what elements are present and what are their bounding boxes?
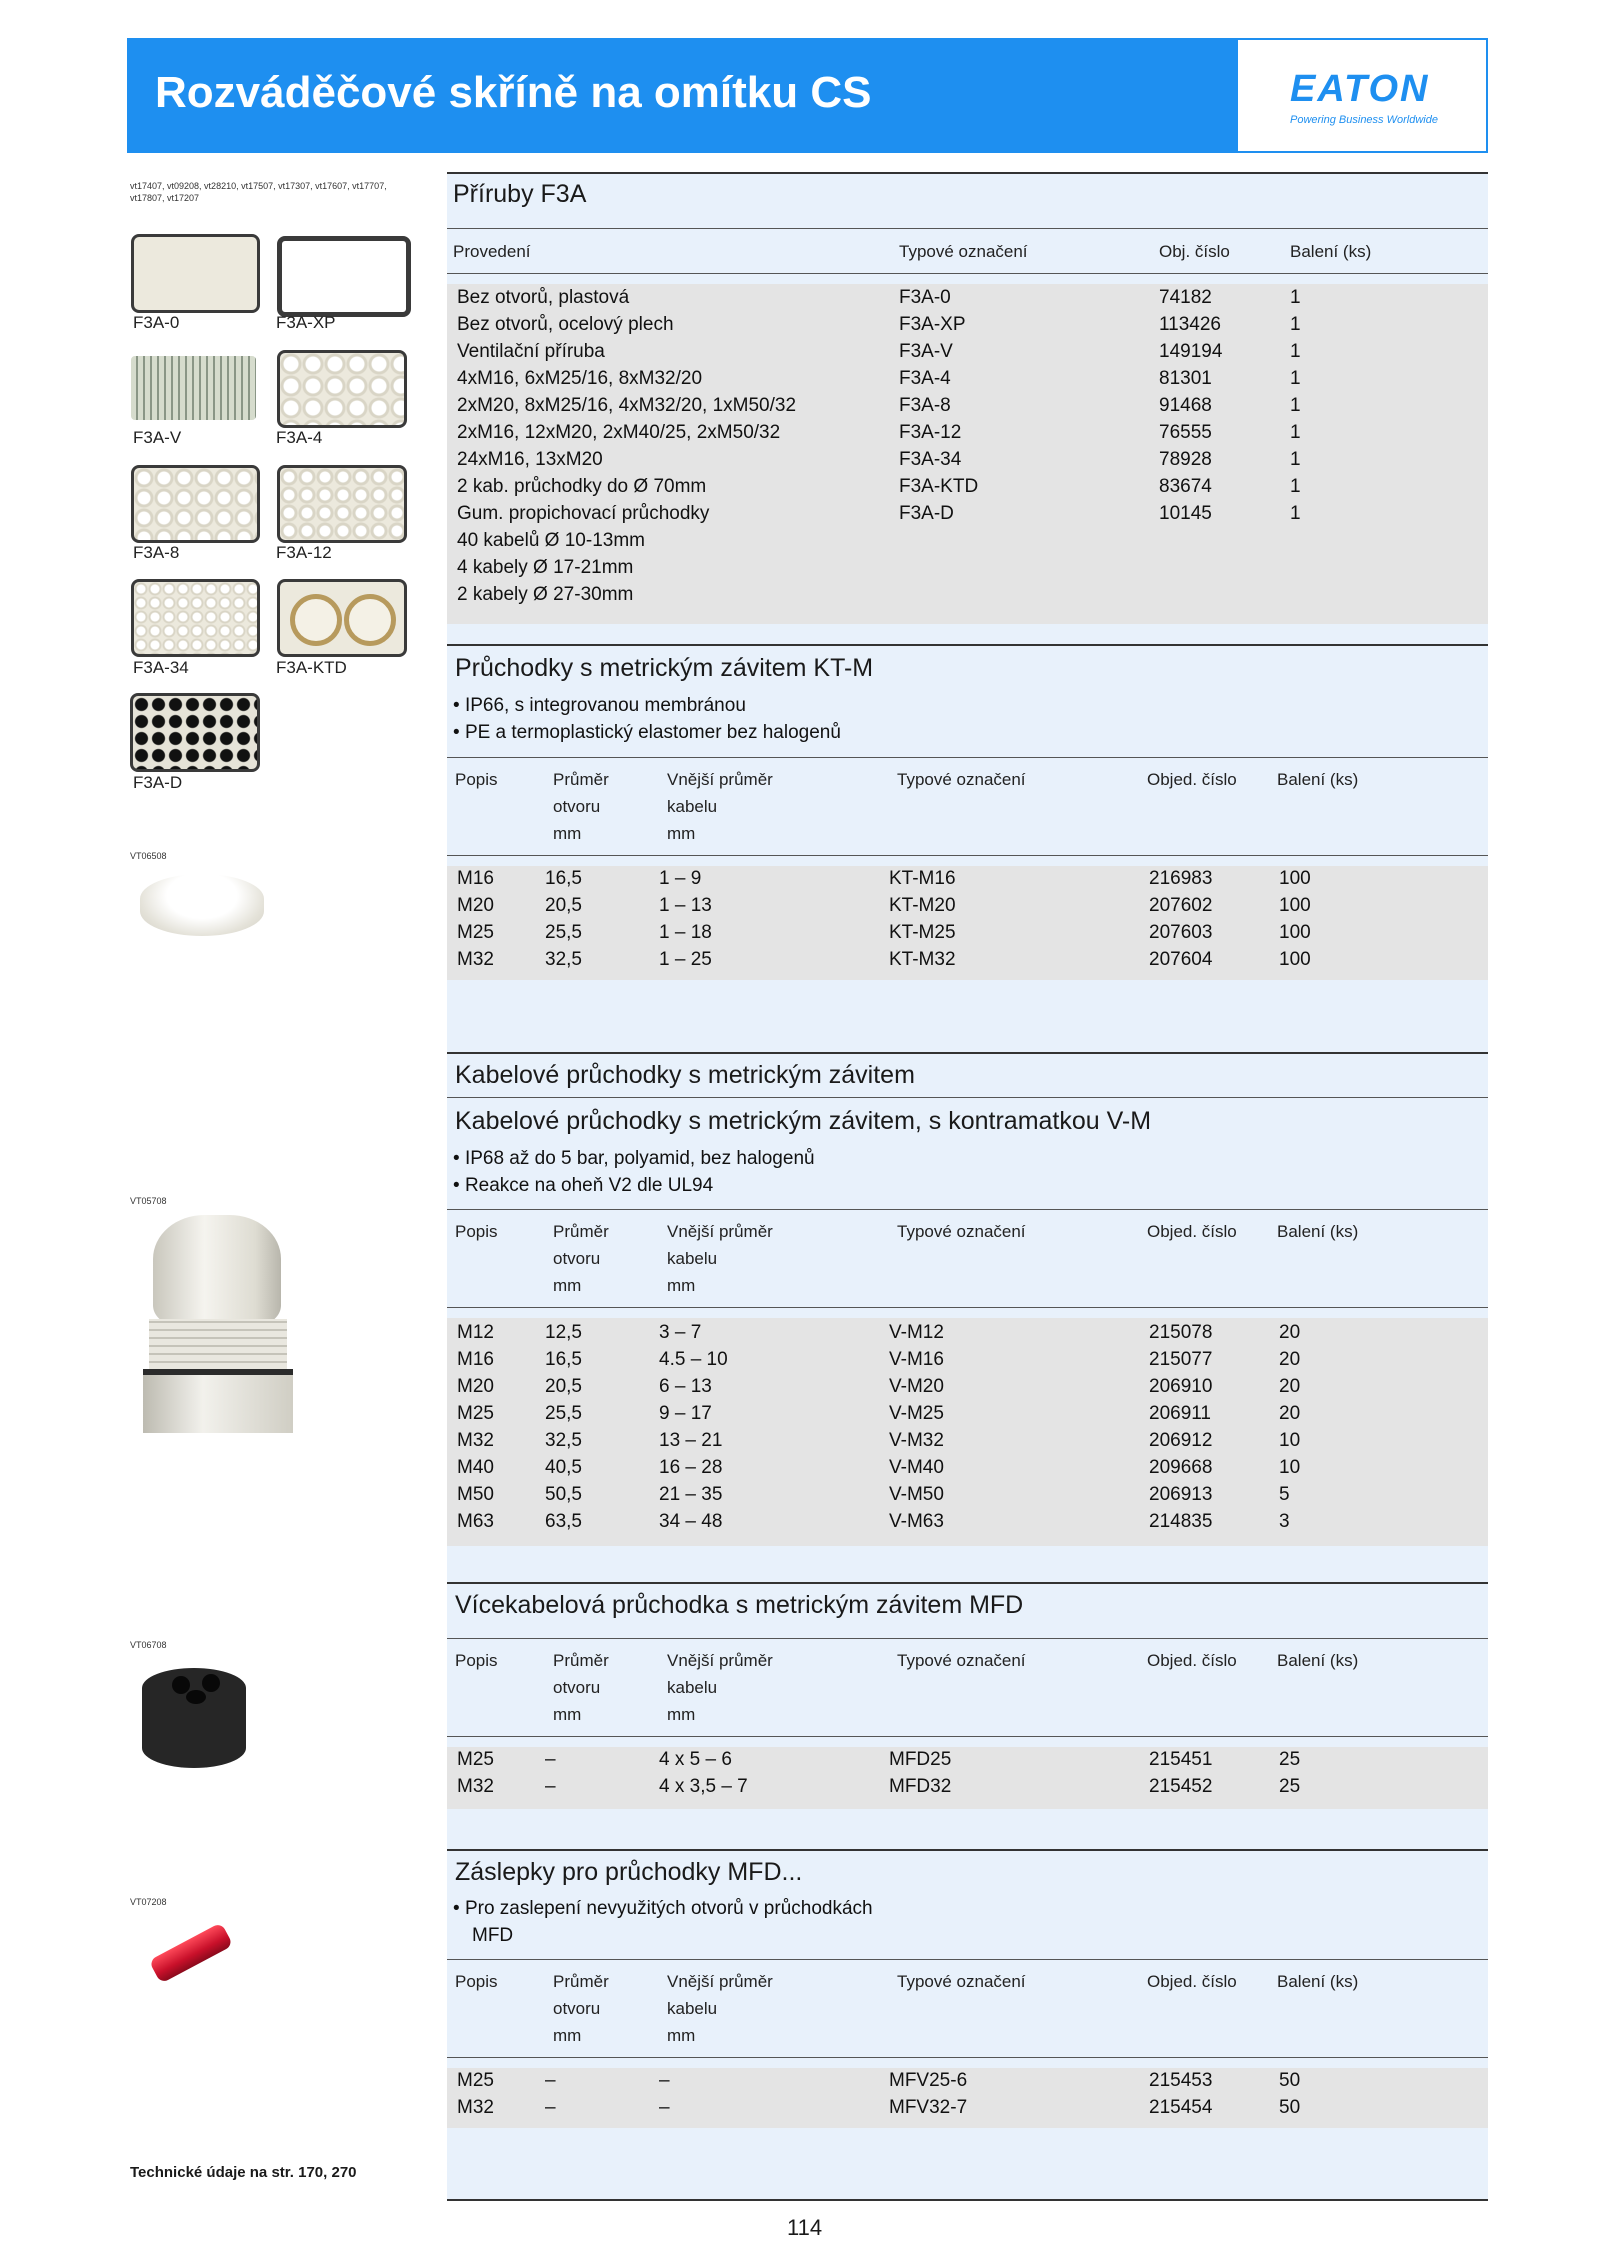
table-cell: 50,5 — [545, 1484, 582, 1505]
col-header: Vnější průměr — [667, 1651, 773, 1670]
table-cell: 100 — [1279, 922, 1311, 943]
col-header: Balení (ks) — [1277, 1222, 1359, 1241]
table-cell: 207603 — [1149, 922, 1213, 943]
image-codes: vt17407, vt09208, vt28210, vt17507, vt17307, vt17607, vt17707, vt17807, vt17207 — [130, 181, 387, 203]
section-subtitle: Kabelové průchodky s metrickým závitem, s kontramatkou V-M — [455, 1107, 1152, 1135]
table-cell: 1 — [1290, 503, 1301, 524]
table-cell: 16,5 — [545, 868, 582, 889]
table-cell: 215451 — [1149, 1749, 1213, 1770]
table-cell: 20 — [1279, 1322, 1301, 1343]
table-cell: 2xM16, 12xM20, 2xM40/25, 2xM50/32 — [457, 422, 781, 443]
table-cell: – — [545, 2070, 556, 2091]
table-cell: V-M16 — [889, 1349, 944, 1370]
table-cell: 32,5 — [545, 1430, 582, 1451]
v-gland-image — [143, 1215, 293, 1427]
table-cell: F3A-0 — [899, 287, 951, 308]
col-header: Balení (ks) — [1290, 242, 1372, 261]
col-header: kabelu — [667, 797, 718, 816]
table-body — [447, 1747, 1488, 1809]
col-header: Objed. číslo — [1147, 1222, 1237, 1241]
table-cell: M25 — [457, 922, 494, 943]
table-cell: M25 — [457, 1749, 494, 1770]
table-cell: Gum. propichovací průchodky — [457, 503, 710, 524]
gland-icon — [344, 594, 396, 646]
table-cell: 10 — [1279, 1430, 1301, 1451]
divider — [447, 1209, 1488, 1210]
table-cell: M32 — [457, 949, 494, 970]
col-header: Provedení — [453, 242, 531, 261]
col-header: otvoru — [553, 1249, 601, 1268]
table-cell: M32 — [457, 2097, 494, 2118]
col-header: Průměr — [553, 1222, 609, 1241]
col-header: Typové označení — [899, 242, 1028, 261]
divider — [447, 1052, 1488, 1054]
thumb-f3a-12 — [277, 465, 407, 543]
table-cell: 6 – 13 — [659, 1376, 712, 1397]
table-cell: 12,5 — [545, 1322, 582, 1343]
table-cell: V-M20 — [889, 1376, 944, 1397]
col-header: Vnější průměr — [667, 770, 773, 789]
divider — [447, 1582, 1488, 1584]
table-cell: 4.5 – 10 — [659, 1349, 728, 1370]
table-cell: 215453 — [1149, 2070, 1213, 2091]
thumb-f3a-4 — [277, 350, 407, 428]
section-title: Záslepky pro průchodky MFD... — [455, 1858, 803, 1886]
col-header: Typové označení — [897, 1222, 1026, 1241]
table-cell: 215452 — [1149, 1776, 1213, 1797]
table-cell: 215077 — [1149, 1349, 1213, 1370]
col-header: otvoru — [553, 1999, 601, 2018]
table-cell: M20 — [457, 895, 494, 916]
hole-icon — [186, 1690, 206, 1704]
thumb-f3a-34 — [131, 579, 260, 657]
table-cell: 100 — [1279, 895, 1311, 916]
bullet-item: • IP66, s integrovanou membránou — [453, 695, 746, 716]
table-cell: 20 — [1279, 1376, 1301, 1397]
table-cell: 3 — [1279, 1511, 1290, 1532]
table-cell: 1 – 25 — [659, 949, 712, 970]
table-cell: M25 — [457, 2070, 494, 2091]
table-cell: KT-M20 — [889, 895, 956, 916]
table-cell: V-M25 — [889, 1403, 944, 1424]
table-cell: 216983 — [1149, 868, 1213, 889]
col-header: mm — [553, 1705, 582, 1724]
table-cell: 50 — [1279, 2097, 1301, 2118]
col-header: mm — [553, 2026, 582, 2045]
table-cell: 9 – 17 — [659, 1403, 712, 1424]
col-header: mm — [667, 1276, 696, 1295]
col-header: Balení (ks) — [1277, 1972, 1359, 1991]
col-header: Vnější průměr — [667, 1222, 773, 1241]
image-code: VT06708 — [130, 1640, 167, 1650]
table-cell: 81301 — [1159, 368, 1212, 389]
table-cell: F3A-4 — [899, 368, 951, 389]
col-header: Typové označení — [897, 1972, 1026, 1991]
table-cell: M32 — [457, 1776, 494, 1797]
table-cell: 25,5 — [545, 1403, 582, 1424]
divider — [447, 1638, 1488, 1639]
table-cell: MFD32 — [889, 1776, 952, 1797]
table-cell: M50 — [457, 1484, 494, 1505]
thumb-label: F3A-4 — [276, 428, 323, 447]
thumb-f3a-v — [131, 356, 256, 420]
table-cell: 25 — [1279, 1749, 1301, 1770]
section-title: Průchodky s metrickým závitem KT-M — [455, 654, 874, 682]
table-cell: 74182 — [1159, 287, 1212, 308]
table-cell: 207604 — [1149, 949, 1213, 970]
table-cell: F3A-V — [899, 341, 953, 362]
table-cell: 4xM16, 6xM25/16, 8xM32/20 — [457, 368, 703, 389]
table-cell: 1 — [1290, 368, 1301, 389]
table-cell: 40 kabelů Ø 10-13mm — [457, 530, 645, 551]
thumb-f3a-0 — [131, 234, 260, 313]
thumb-label: F3A-0 — [133, 313, 180, 332]
col-header: kabelu — [667, 1999, 718, 2018]
page-header — [127, 38, 1488, 153]
table-cell: 206913 — [1149, 1484, 1213, 1505]
gland-cap-icon — [153, 1215, 281, 1325]
hole-icon — [172, 1676, 190, 1694]
table-cell: M20 — [457, 1376, 494, 1397]
table-cell: 1 — [1290, 422, 1301, 443]
table-cell: 13 – 21 — [659, 1430, 723, 1451]
table-cell: 1 — [1290, 449, 1301, 470]
footer-rule — [447, 2199, 1488, 2201]
table-cell: KT-M16 — [889, 868, 956, 889]
table-cell: 206911 — [1149, 1403, 1211, 1424]
section-title: Vícekabelová průchodka s metrickým závitem MFD — [455, 1591, 1024, 1619]
table-cell: 1 — [1290, 341, 1301, 362]
table-cell: MFV25-6 — [889, 2070, 968, 2091]
table-cell: M12 — [457, 1322, 494, 1343]
table-cell: F3A-KTD — [899, 476, 979, 497]
table-cell: 91468 — [1159, 395, 1212, 416]
table-cell: F3A-D — [899, 503, 954, 524]
col-header: kabelu — [667, 1249, 718, 1268]
table-cell: M40 — [457, 1457, 494, 1478]
table-cell: 100 — [1279, 868, 1311, 889]
logo-tagline: Powering Business Worldwide — [1290, 114, 1438, 126]
table-cell: 1 – 9 — [659, 868, 702, 889]
table-cell: MFV32-7 — [889, 2097, 968, 2118]
col-header: mm — [553, 1276, 582, 1295]
divider — [447, 757, 1488, 758]
col-header: Průměr — [553, 1651, 609, 1670]
table-cell: 4 kabely Ø 17-21mm — [457, 557, 634, 578]
col-header: mm — [667, 2026, 696, 2045]
table-cell: 63,5 — [545, 1511, 582, 1532]
table-cell: KT-M32 — [889, 949, 956, 970]
table-cell: – — [545, 2097, 556, 2118]
table-cell: 149194 — [1159, 341, 1223, 362]
thumb-f3a-d — [130, 693, 260, 772]
table-cell: 4 x 5 – 6 — [659, 1749, 732, 1770]
table-cell: V-M63 — [889, 1511, 944, 1532]
table-cell: 215078 — [1149, 1322, 1213, 1343]
table-cell: M16 — [457, 1349, 494, 1370]
bullet-continuation: MFD — [472, 1925, 514, 1946]
table-cell: 2 kab. průchodky do Ø 70mm — [457, 476, 707, 497]
divider — [447, 2057, 1488, 2058]
table-cell: 113426 — [1159, 314, 1221, 335]
table-cell: 16 – 28 — [659, 1457, 723, 1478]
tech-data-note: Technické údaje na str. 170, 270 — [130, 2164, 357, 2181]
thumb-f3a-xp — [277, 236, 411, 317]
image-code: VT06508 — [130, 851, 167, 861]
table-cell: M63 — [457, 1511, 494, 1532]
bullet-item: • Reakce na oheň V2 dle UL94 — [453, 1175, 714, 1196]
table-cell: 83674 — [1159, 476, 1212, 497]
thumb-f3a-ktd — [277, 579, 407, 657]
divider — [447, 855, 1488, 856]
table-cell: 3 – 7 — [659, 1322, 702, 1343]
table-cell: 16,5 — [545, 1349, 582, 1370]
table-cell: 20,5 — [545, 1376, 582, 1397]
col-header: Popis — [455, 1222, 498, 1241]
table-cell: 1 — [1290, 476, 1301, 497]
bullet-item: • PE a termoplastický elastomer bez halogenů — [453, 722, 841, 743]
bullet-item: • IP68 až do 5 bar, polyamid, bez halogenů — [453, 1148, 815, 1169]
divider — [447, 1307, 1488, 1308]
table-cell: – — [545, 1749, 556, 1770]
table-cell: 206910 — [1149, 1376, 1213, 1397]
table-cell: V-M32 — [889, 1430, 944, 1451]
table-cell: 214835 — [1149, 1511, 1213, 1532]
col-header: otvoru — [553, 797, 601, 816]
mfv-plug-image — [149, 1922, 234, 1983]
image-code: VT07208 — [130, 1897, 167, 1907]
table-cell: 25,5 — [545, 922, 582, 943]
table-cell: Bez otvorů, plastová — [457, 287, 630, 308]
table-cell: 209668 — [1149, 1457, 1213, 1478]
col-header: Objed. číslo — [1147, 1972, 1237, 1991]
table-cell: 34 – 48 — [659, 1511, 723, 1532]
divider — [447, 228, 1488, 229]
col-header: Balení (ks) — [1277, 1651, 1359, 1670]
logo-wordmark: EATON — [1290, 68, 1430, 110]
col-header: Průměr — [553, 770, 609, 789]
section-title: Příruby F3A — [453, 180, 587, 208]
table-cell: 206912 — [1149, 1430, 1213, 1451]
col-header: Objed. číslo — [1147, 1651, 1237, 1670]
table-cell: 1 – 13 — [659, 895, 712, 916]
table-cell: 1 — [1290, 314, 1301, 335]
bullet-item: • Pro zaslepení nevyužitých otvorů v průchodkách — [453, 1898, 873, 1919]
table-cell: 10 — [1279, 1457, 1301, 1478]
table-cell: – — [659, 2070, 670, 2091]
table-cell: 20 — [1279, 1349, 1301, 1370]
thumb-label: F3A-12 — [276, 543, 332, 562]
table-cell: 50 — [1279, 2070, 1301, 2091]
table-cell: M25 — [457, 1403, 494, 1424]
page-title: Rozváděčové skříně na omítku CS — [155, 68, 872, 117]
section-title: Kabelové průchodky s metrickým závitem — [455, 1061, 915, 1089]
table-cell: – — [545, 1776, 556, 1797]
table-cell: 2 kabely Ø 27-30mm — [457, 584, 634, 605]
divider — [447, 1097, 1488, 1098]
table-cell: 24xM16, 13xM20 — [457, 449, 603, 470]
col-header: Obj. číslo — [1159, 242, 1230, 261]
table-cell: 5 — [1279, 1484, 1290, 1505]
divider — [447, 644, 1488, 646]
thumb-f3a-8 — [131, 465, 260, 543]
table-cell: 25 — [1279, 1776, 1301, 1797]
col-header: Vnější průměr — [667, 1972, 773, 1991]
mfd-gland-image — [142, 1668, 246, 1768]
col-header: Typové označení — [897, 1651, 1026, 1670]
table-cell: 21 – 35 — [659, 1484, 723, 1505]
divider — [447, 1736, 1488, 1737]
gland-nut-icon — [143, 1369, 293, 1433]
col-header: Popis — [455, 1972, 498, 1991]
table-cell: V-M50 — [889, 1484, 944, 1505]
table-cell: 40,5 — [545, 1457, 582, 1478]
table-body — [447, 2068, 1488, 2128]
table-cell: V-M40 — [889, 1457, 944, 1478]
table-cell: F3A-8 — [899, 395, 951, 416]
table-cell: 78928 — [1159, 449, 1212, 470]
divider — [447, 1959, 1488, 1960]
col-header: otvoru — [553, 1678, 601, 1697]
divider — [447, 1849, 1488, 1851]
table-cell: M16 — [457, 868, 494, 889]
table-cell: 20 — [1279, 1403, 1301, 1424]
table-cell: Ventilační příruba — [457, 341, 605, 362]
table-cell: F3A-34 — [899, 449, 962, 470]
divider — [447, 273, 1488, 274]
thumb-label: F3A-34 — [133, 658, 189, 677]
table-cell: Bez otvorů, ocelový plech — [457, 314, 674, 335]
table-cell: 20,5 — [545, 895, 582, 916]
col-header: Průměr — [553, 1972, 609, 1991]
table-cell: F3A-12 — [899, 422, 962, 443]
col-header: mm — [667, 824, 696, 843]
thumb-label: F3A-8 — [133, 543, 180, 562]
table-cell: 2xM20, 8xM25/16, 4xM32/20, 1xM50/32 — [457, 395, 797, 416]
table-body — [447, 866, 1488, 980]
table-cell: KT-M25 — [889, 922, 956, 943]
image-code: VT05708 — [130, 1196, 167, 1206]
table-cell: 215454 — [1149, 2097, 1213, 2118]
col-header: Popis — [455, 770, 498, 789]
gland-thread-icon — [149, 1319, 287, 1369]
thumb-label: F3A-V — [133, 428, 182, 447]
col-header: mm — [667, 1705, 696, 1724]
col-header: Objed. číslo — [1147, 770, 1237, 789]
table-cell: 100 — [1279, 949, 1311, 970]
col-header: mm — [553, 824, 582, 843]
divider — [447, 172, 1488, 174]
table-cell: 76555 — [1159, 422, 1212, 443]
hole-icon — [202, 1674, 220, 1692]
col-header: Balení (ks) — [1277, 770, 1359, 789]
col-header: kabelu — [667, 1678, 718, 1697]
col-header: Popis — [455, 1651, 498, 1670]
table-cell: 32,5 — [545, 949, 582, 970]
table-body — [447, 1318, 1488, 1546]
table-cell: – — [659, 2097, 670, 2118]
page-number: 114 — [787, 2215, 823, 2240]
eaton-logo — [1238, 40, 1486, 151]
thumb-label: F3A-D — [133, 773, 183, 792]
kt-gland-image — [140, 874, 264, 936]
thumb-label: F3A-KTD — [276, 658, 347, 677]
table-cell: F3A-XP — [899, 314, 966, 335]
table-cell: 1 – 18 — [659, 922, 712, 943]
table-cell: 207602 — [1149, 895, 1213, 916]
table-cell: 1 — [1290, 287, 1301, 308]
table-cell: 10145 — [1159, 503, 1212, 524]
table-cell: 4 x 3,5 – 7 — [659, 1776, 748, 1797]
gland-icon — [290, 594, 342, 646]
col-header: Typové označení — [897, 770, 1026, 789]
table-cell: 1 — [1290, 395, 1301, 416]
table-cell: M32 — [457, 1430, 494, 1451]
table-cell: V-M12 — [889, 1322, 944, 1343]
thumb-label: F3A-XP — [276, 313, 336, 332]
table-cell: MFD25 — [889, 1749, 952, 1770]
